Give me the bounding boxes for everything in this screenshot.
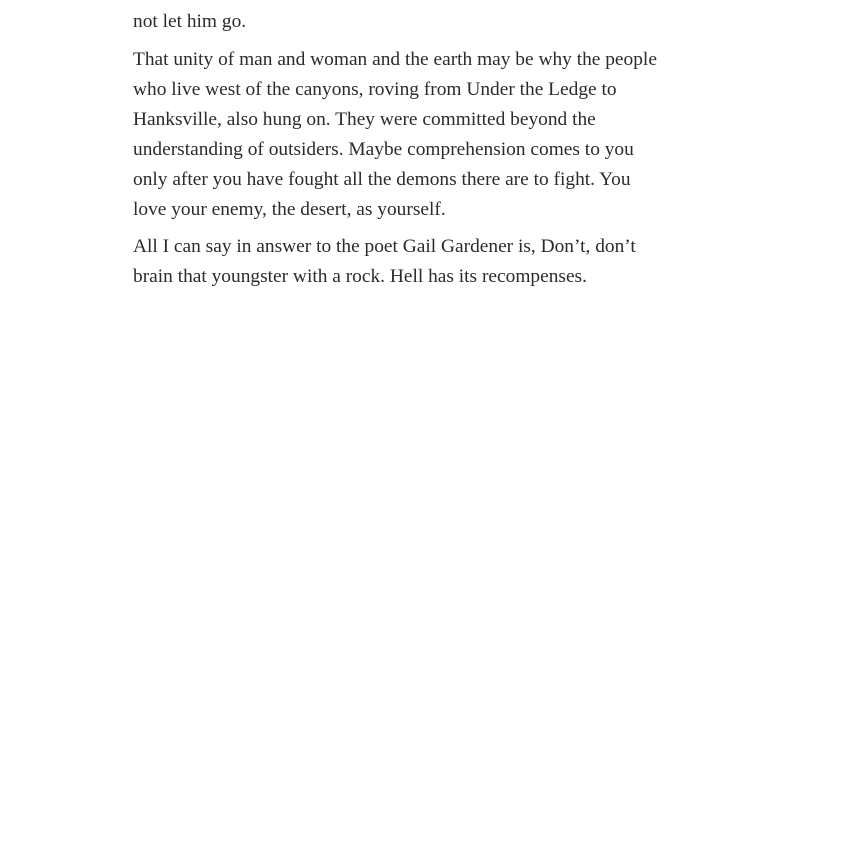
paragraph-line: love your enemy, the desert, as yourself. [133, 199, 446, 220]
paragraph-line: Hanksville, also hung on. They were committed beyond the [133, 109, 596, 130]
continuation-line: not let him go. [133, 11, 247, 32]
paragraph-answer [133, 232, 723, 292]
paragraph-line: That unity of man and woman and the earth may be why the people [133, 49, 657, 70]
paragraph-line: understanding of outsiders. Maybe comprehension comes to you [133, 139, 634, 160]
paragraph-line: who live west of the canyons, roving from Under the Ledge to [133, 79, 617, 100]
paragraph-line: only after you have fought all the demons there are to fight. You [133, 169, 631, 190]
paragraph-line: brain that youngster with a rock. Hell has its recompenses. [133, 266, 587, 287]
paragraph-unity [133, 45, 723, 225]
paragraph-line: All I can say in answer to the poet Gail Gardener is, Don’t, don’t [133, 236, 636, 257]
